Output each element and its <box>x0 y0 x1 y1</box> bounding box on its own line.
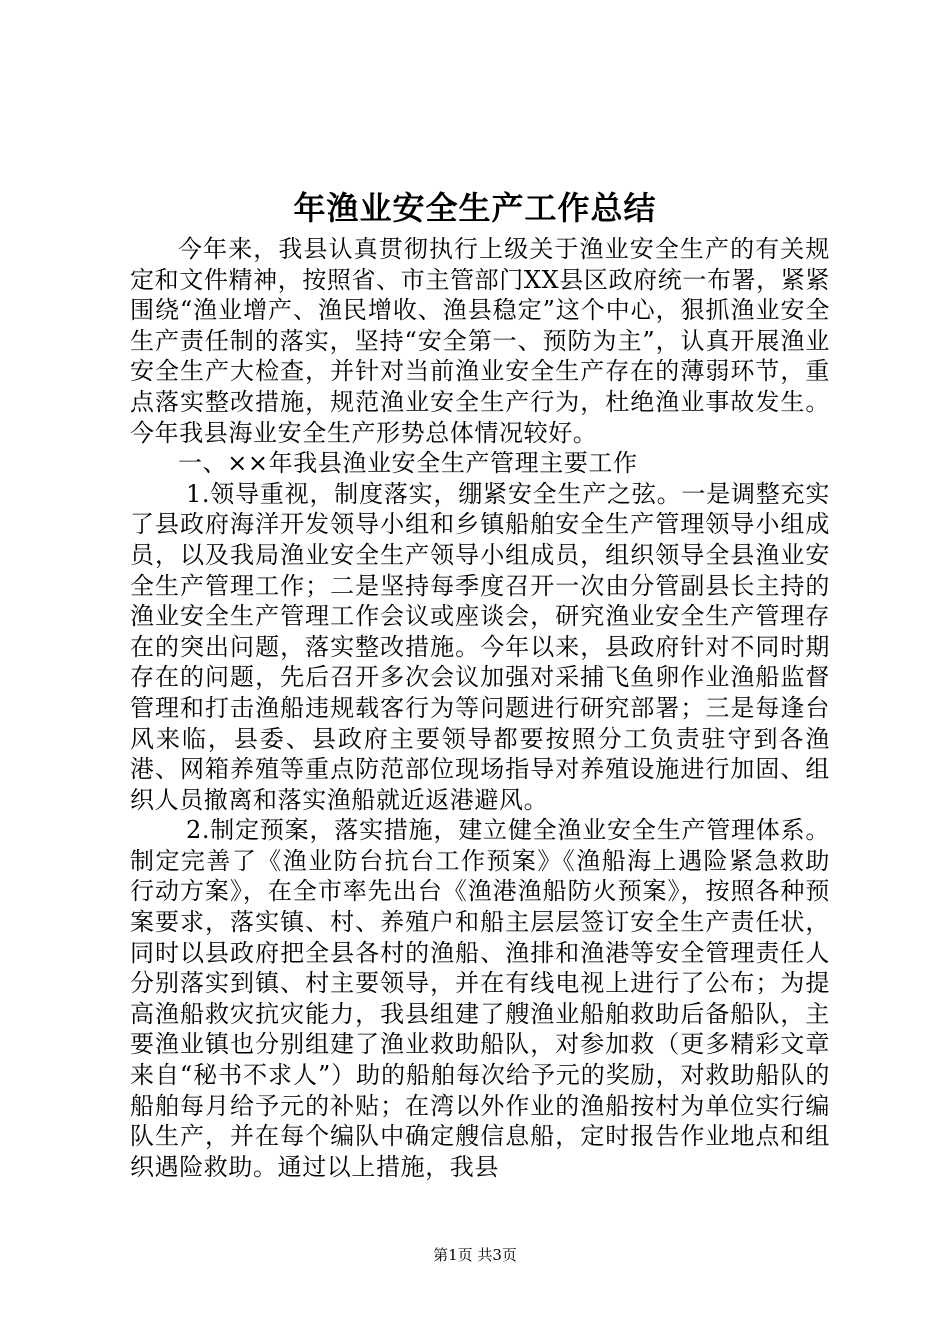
item-paragraph-2: 2.制定预案，落实措施，建立健全渔业安全生产管理体系。制定完善了《渔业防台抗台工作预案》《渔船海上遇险紧急救助行动方案》，在全市率先出台《渔港渔船防火预案》，按照各种预案要求，落实镇、村、养殖户和船主层层签订安全生产责任状，同时以县政府把全县各村的渔船、渔排和渔港等安全管理责任人分别落实到镇、村主要领导，并在有线电视上进行了公布；为提高渔船救灾抗灾能力，我县组建了艘渔业船舶救助后备船队，主要渔业镇也分别组建了渔业救助船队，对参加救（更多精彩文章来自“秘书不求人”）助的船舶每次给予元的奖励，对救助船队的船舶每月给予元的补贴；在湾以外作业的渔船按村为单位实行编队生产，并在每个编队中确定艘信息船，定时报告作业地点和组织遇险救助。通过以上措施，我县 <box>130 816 830 1181</box>
document-title: 年渔业安全生产工作总结 <box>293 189 657 227</box>
item-paragraph-1: 1.领导重视，制度落实，绷紧安全生产之弦。一是调整充实了县政府海洋开发领导小组和乡镇船舶安全生产管理领导小组成员，以及我局渔业安全生产领导小组成员，组织领导全县渔业安全生产管理工作；二是坚持每季度召开一次由分管副县长主持的渔业安全生产管理工作会议或座谈会，研究渔业安全生产管理存在的突出问题，落实整改措施。今年以来，县政府针对不同时期存在的问题，先后召开多次会议加强对采捕飞鱼卵作业渔船监督管理和打击渔船违规载客行为等问题进行研究部署；三是每逢台风来临，县委、县政府主要领导都要按照分工负责驻守到各渔港、网箱养殖等重点防范部位现场指导对养殖设施进行加固、组织人员撤离和落实渔船就近返港避风。 <box>130 479 830 814</box>
section-heading: 一、××年我县渔业安全生产管理主要工作 <box>178 449 638 478</box>
document-body <box>130 234 830 1182</box>
intro-paragraph: 今年来，我县认真贯彻执行上级关于渔业安全生产的有关规定和文件精神，按照省、市主管部门XX县区政府统一布署，紧紧围绕“渔业增产、渔民增收、渔县稳定”这个中心，狠抓渔业安全生产责任制的落实，坚持“安全第一、预防为主”，认真开展渔业安全生产大检查，并针对当前渔业安全生产存在的薄弱环节，重点落实整改措施，规范渔业安全生产行为，杜绝渔业事故发生。今年我县海业安全生产形势总体情况较好。 <box>130 235 830 447</box>
page-footer: 第1页 共3页 <box>433 1246 517 1264</box>
